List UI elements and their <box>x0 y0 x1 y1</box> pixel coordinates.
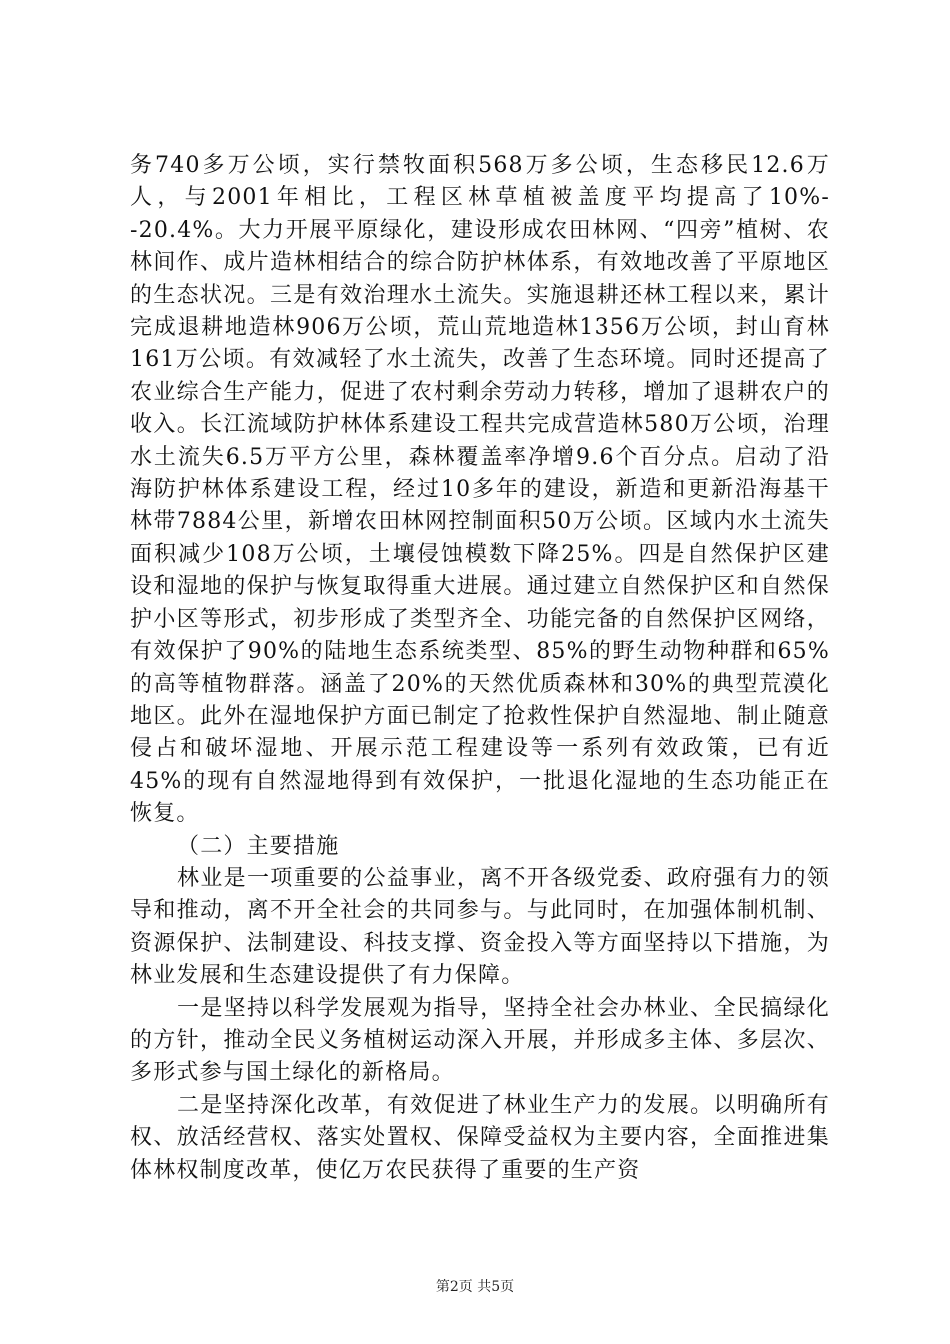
paragraph: 林业是一项重要的公益事业，离不开各级党委、政府强有力的领导和推动，离不开全社会的共同参与。与此同时，在加强体制机制、资源保护、法制建设、科技支撑、资金投入等方面坚持以下措施，为林业发展和生态建设提供了有力保障。 <box>130 865 830 989</box>
body-text <box>130 150 830 1187</box>
paragraph: 一是坚持以科学发展观为指导，坚持全社会办林业、全民搞绿化的方针，推动全民义务植树运动深入开展，并形成多主体、多层次、多形式参与国土绿化的新格局。 <box>130 995 830 1086</box>
paragraph-continued: 务740多万公顷，实行禁牧面积568万多公顷，生态移民12.6万人，与2001年相比，工程区林草植被盖度平均提高了10%--20.4%。大力开展平原绿化，建设形成农田林网、“四旁”植树、农林间作、成片造林相结合的综合防护林体系，有效地改善了平原地区的生态状况。三是有效治理水土流失。实施退耕还林工程以来，累计完成退耕地造林906万公顷，荒山荒地造林1356万公顷，封山育林161万公顷。有效减轻了水土流失，改善了生态环境。同时还提高了农业综合生产能力，促进了农村剩余劳动力转移，增加了退耕农户的收入。长江流域防护林体系建设工程共完成营造林580万公顷，治理水土流失6.5万平方公里，森林覆盖率净增9.6个百分点。启动了沿海防护林体系建设工程，经过10多年的建设，新造和更新沿海基干林带7884公里，新增农田林网控制面积50万公顷。区域内水土流失面积减少108万公顷，土壤侵蚀模数下降25%。四是自然保护区建设和湿地的保护与恢复取得重大进展。通过建立自然保护区和自然保护小区等形式，初步形成了类型齐全、功能完备的自然保护区网络，有效保护了90%的陆地生态系统类型、85%的野生动物种群和65%的高等植物群落。涵盖了20%的天然优质森林和30%的典型荒漠化地区。此外在湿地保护方面已制定了抢救性保护自然湿地、制止随意侵占和破坏湿地、开展示范工程建设等一系列有效政策，已有近45%的现有自然湿地得到有效保护，一批退化湿地的生态功能正在恢复。 <box>130 153 830 827</box>
section-heading: （二）主要措施 <box>177 833 340 859</box>
paragraph: 二是坚持深化改革，有效促进了林业生产力的发展。以明确所有权、放活经营权、落实处置权、保障受益权为主要内容，全面推进集体林权制度改革，使亿万农民获得了重要的生产资 <box>130 1092 830 1183</box>
page-footer: 第2页 共5页 <box>435 1279 515 1295</box>
